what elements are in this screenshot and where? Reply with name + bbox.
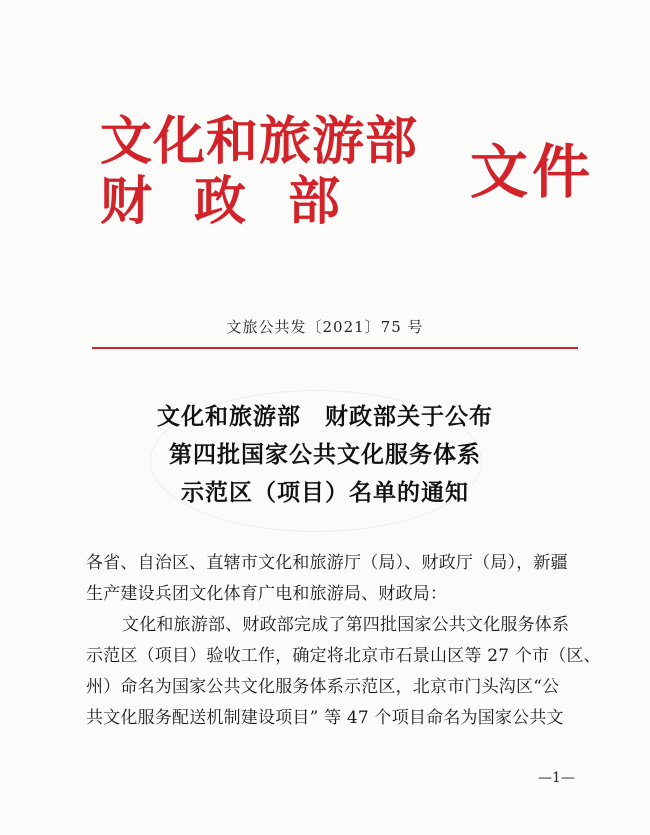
title-line-3: 示范区（项目）名单的通知 (181, 479, 469, 506)
page-number: —1— (538, 770, 575, 786)
body-text (86, 548, 601, 734)
body-line: 共文化服务配送机制建设项目” 等 47 个项目命名为国家公共文 (86, 708, 564, 728)
body-line: 文化和旅游部、财政部完成了第四批国家公共文化服务体系 (122, 615, 570, 635)
body-line: 示范区（项目）验收工作，确定将北京市石景山区等 27 个市（区、 (86, 646, 601, 666)
document-title (0, 398, 650, 512)
body-line: 各省、自治区、直辖市文化和旅游厅（局）、财政厅（局），新疆 (86, 553, 568, 573)
title-line-2: 第四批国家公共文化服务体系 (169, 441, 481, 468)
issuer-block (100, 112, 418, 232)
issuer-line-1: 文化和旅游部 (100, 111, 419, 172)
issuer-line-2: 财政部 (100, 171, 383, 232)
header-suffix: 文件 (470, 138, 595, 206)
red-divider-line (92, 347, 578, 349)
body-line: 生产建设兵团文化体育广电和旅游局、财政局： (86, 584, 448, 604)
title-line-1: 文化和旅游部 财政部关于公布 (157, 403, 493, 430)
document-number: 文旅公共发〔2021〕75 号 (226, 318, 424, 336)
body-line: 州）命名为国家公共文化服务体系示范区，北京市门头沟区“公 (86, 677, 560, 697)
